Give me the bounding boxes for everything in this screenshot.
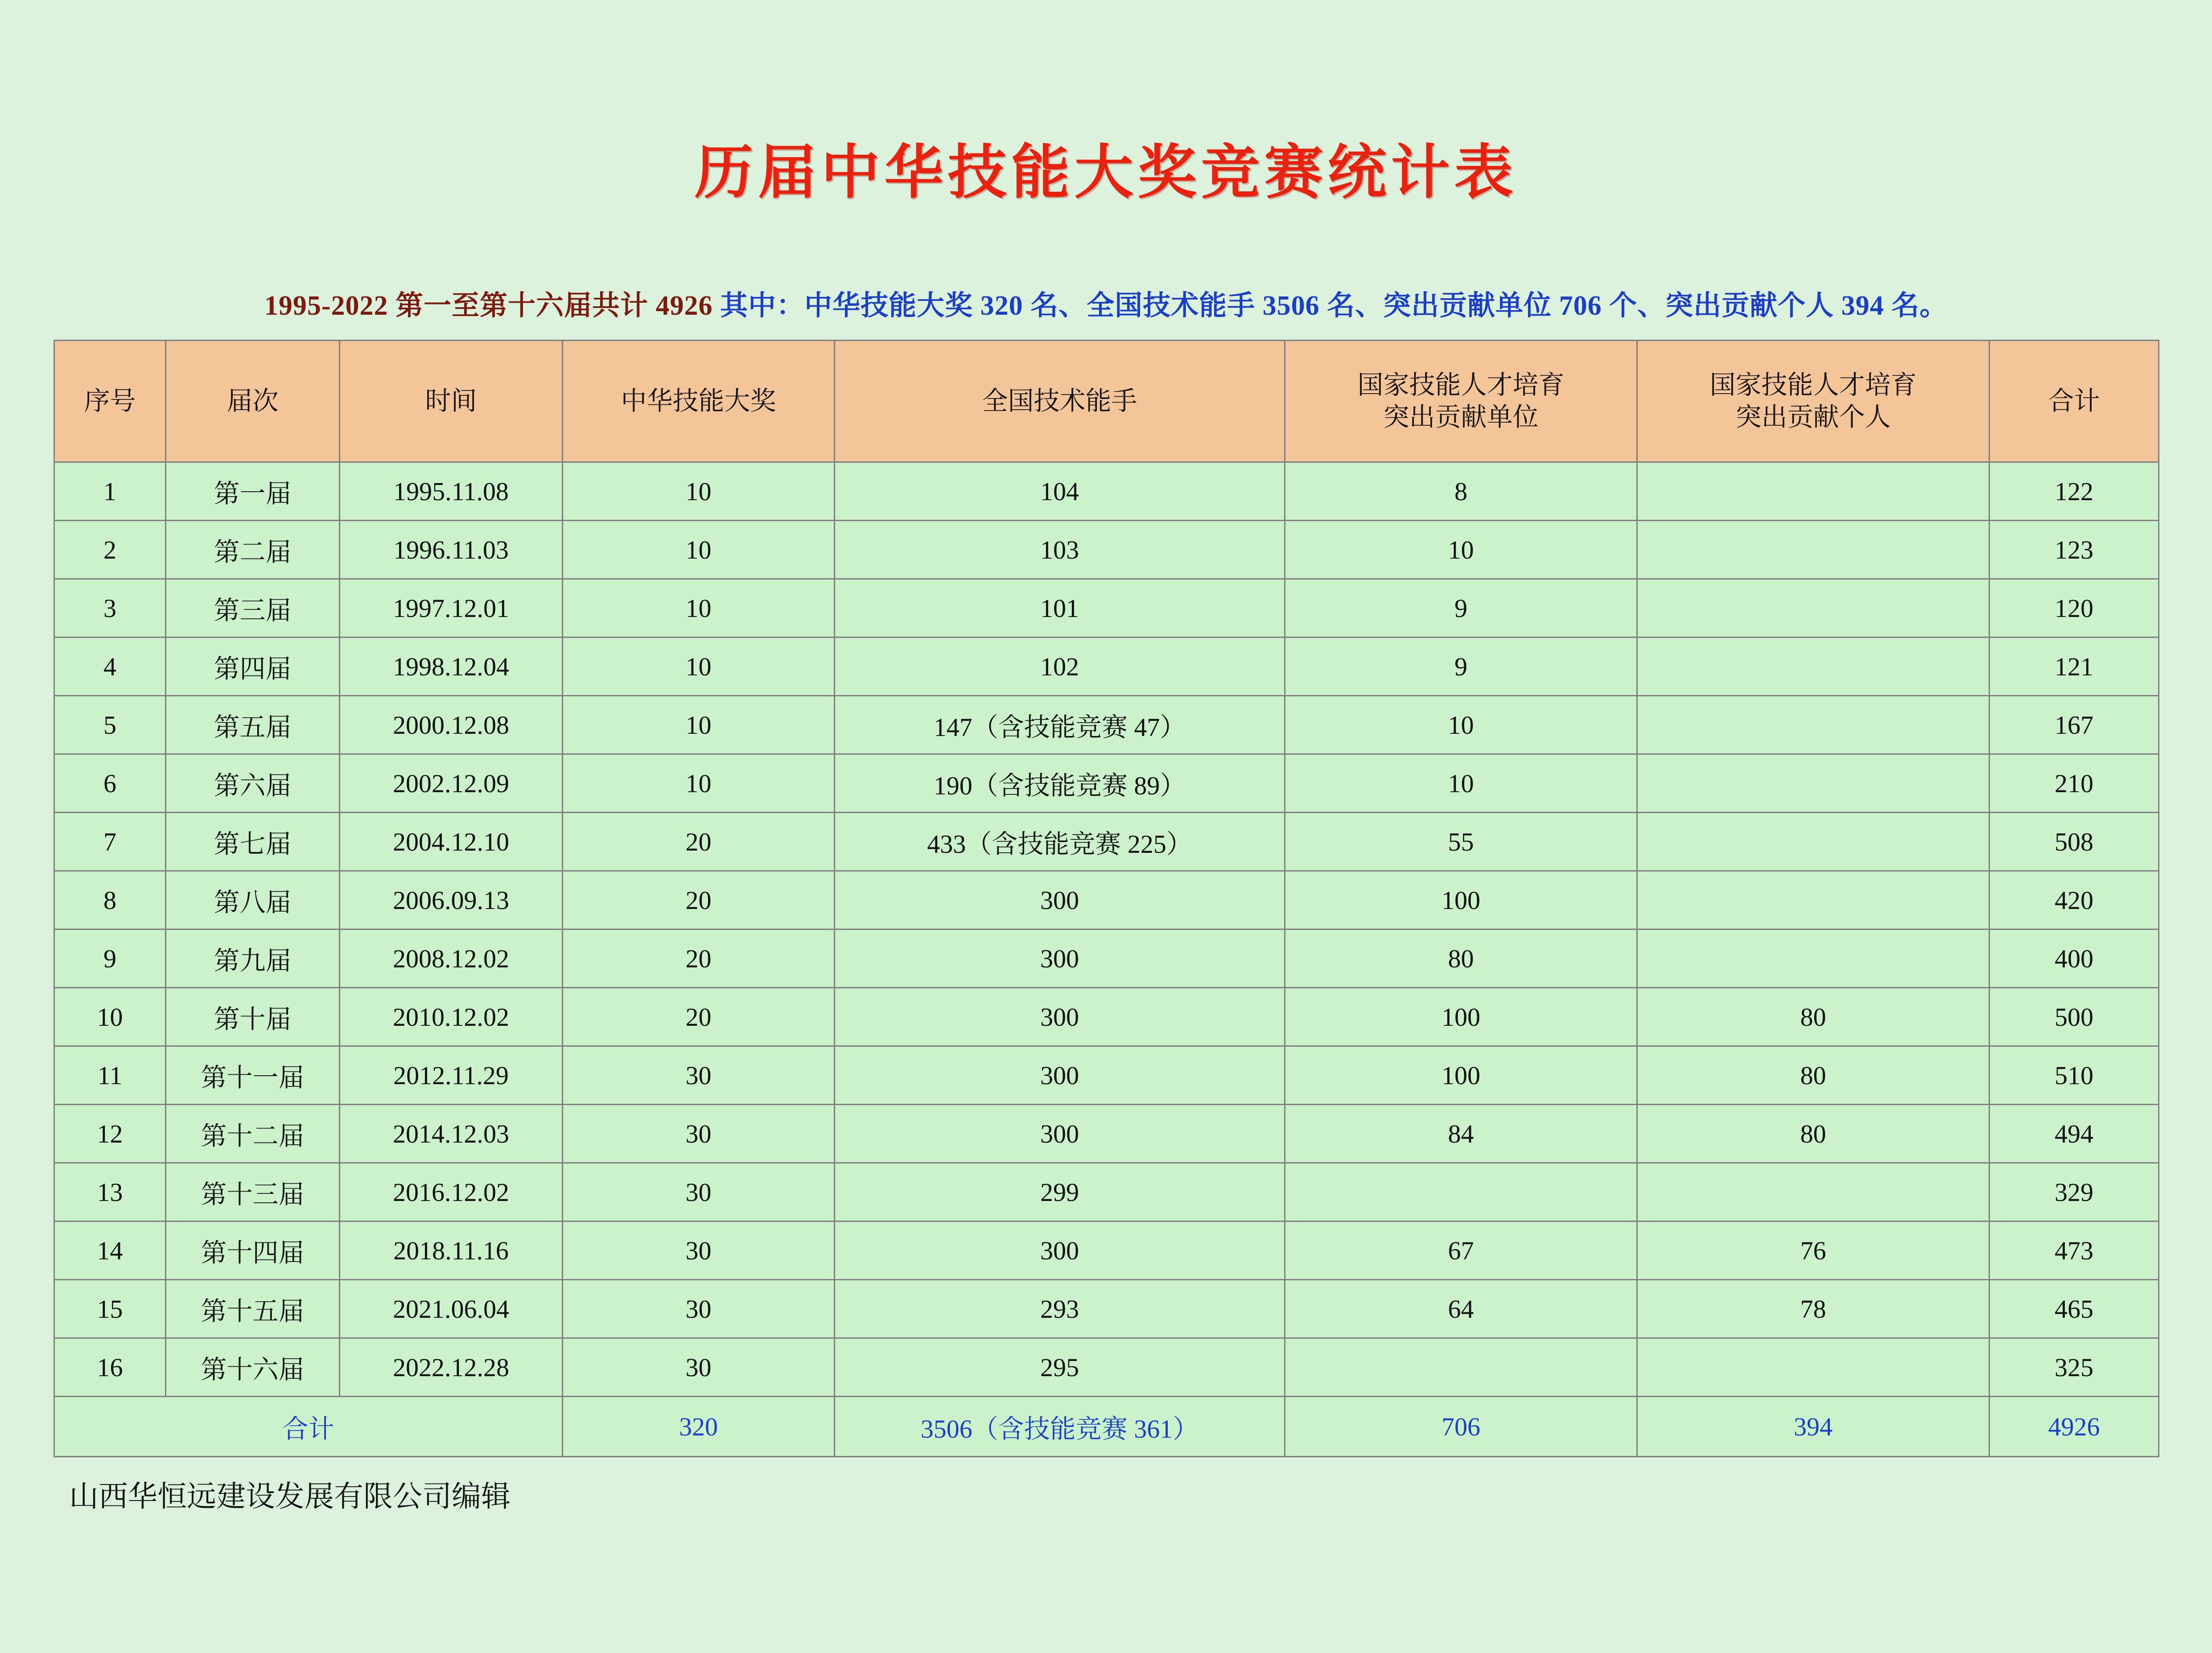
cell-experts: 104 [835,462,1285,521]
cell-date: 2008.12.02 [340,929,563,988]
cell-person [1637,1338,1990,1397]
cell-date: 2022.12.28 [340,1338,563,1397]
cell-grand: 10 [563,521,835,579]
cell-person: 80 [1637,1046,1990,1105]
cell-experts: 300 [835,929,1285,988]
cell-no: 16 [54,1338,166,1397]
cell-date: 1997.12.01 [340,579,563,637]
cell-unit: 100 [1285,988,1637,1046]
cell-total-person: 394 [1637,1397,1990,1457]
cell-session: 第四届 [166,637,340,696]
cell-experts: 433（含技能竞赛 225） [835,813,1285,871]
cell-session: 第五届 [166,696,340,754]
cell-no: 7 [54,813,166,871]
cell-unit [1285,1163,1637,1221]
cell-session: 第十五届 [166,1280,340,1338]
cell-total: 121 [1990,637,2159,696]
cell-person: 78 [1637,1280,1990,1338]
statistics-table-container [54,340,2158,1457]
cell-session: 第十一届 [166,1046,340,1105]
cell-date: 2018.11.16 [340,1221,563,1280]
cell-total: 494 [1990,1105,2159,1163]
cell-total: 167 [1990,696,2159,754]
cell-session: 第十六届 [166,1338,340,1397]
table-row [54,1338,2159,1397]
header-line-1: 合计 [2048,386,2100,415]
cell-session: 第九届 [166,929,340,988]
cell-unit: 67 [1285,1221,1637,1280]
cell-total: 210 [1990,754,2159,813]
cell-grand: 10 [563,696,835,754]
cell-session: 第三届 [166,579,340,637]
cell-grand: 10 [563,637,835,696]
header-row [54,341,2159,462]
cell-no: 4 [54,637,166,696]
cell-unit: 84 [1285,1105,1637,1163]
cell-experts: 300 [835,988,1285,1046]
cell-date: 2000.12.08 [340,696,563,754]
cell-total: 500 [1990,988,2159,1046]
cell-no: 14 [54,1221,166,1280]
cell-date: 2006.09.13 [340,871,563,929]
cell-grand: 20 [563,813,835,871]
header-line-1: 中华技能大奖 [621,386,776,415]
cell-unit: 10 [1285,754,1637,813]
cell-no: 10 [54,988,166,1046]
cell-total: 508 [1990,813,2159,871]
cell-experts: 300 [835,1221,1285,1280]
column-header-no [54,341,166,462]
cell-no: 15 [54,1280,166,1338]
header-line-1: 国家技能人才培育 [1357,370,1565,399]
cell-experts: 295 [835,1338,1285,1397]
cell-grand: 30 [563,1338,835,1397]
cell-total: 120 [1990,579,2159,637]
cell-session: 第十二届 [166,1105,340,1163]
table-row [54,1105,2159,1163]
cell-experts: 300 [835,871,1285,929]
cell-unit: 9 [1285,637,1637,696]
cell-unit: 100 [1285,871,1637,929]
table-row [54,929,2159,988]
cell-experts: 102 [835,637,1285,696]
cell-grand: 10 [563,579,835,637]
column-header-national-experts [835,341,1285,462]
cell-total-grand: 320 [563,1397,835,1457]
cell-unit: 10 [1285,521,1637,579]
cell-experts: 299 [835,1163,1285,1221]
table-row [54,637,2159,696]
page-title: 历届中华技能大奖竞赛统计表 [694,140,1518,206]
cell-person [1637,579,1990,637]
cell-grand: 10 [563,754,835,813]
table-row [54,988,2159,1046]
table-row [54,521,2159,579]
cell-experts: 300 [835,1105,1285,1163]
header-line-1: 届次 [227,386,279,415]
cell-grand: 30 [563,1163,835,1221]
cell-unit: 80 [1285,929,1637,988]
header-line-1: 时间 [425,386,477,415]
cell-person: 80 [1637,988,1990,1046]
cell-experts: 190（含技能竞赛 89） [835,754,1285,813]
table-row [54,813,2159,871]
header-line-1: 序号 [84,386,136,415]
cell-person [1637,754,1990,813]
cell-person [1637,637,1990,696]
table-row [54,462,2159,521]
cell-unit: 100 [1285,1046,1637,1105]
cell-experts: 300 [835,1046,1285,1105]
summary-prefix: 1995-2022 第一至第十六届共计 4926 [264,291,721,321]
cell-person [1637,871,1990,929]
cell-session: 第十四届 [166,1221,340,1280]
cell-total: 329 [1990,1163,2159,1221]
header-line-2: 突出贡献单位 [1383,403,1539,432]
cell-person [1637,813,1990,871]
cell-session: 第一届 [166,462,340,521]
cell-session: 第七届 [166,813,340,871]
cell-unit: 10 [1285,696,1637,754]
cell-unit: 9 [1285,579,1637,637]
cell-no: 2 [54,521,166,579]
cell-date: 2016.12.02 [340,1163,563,1221]
table-row [54,754,2159,813]
table-row [54,1280,2159,1338]
statistics-table [54,340,2159,1457]
cell-date: 2012.11.29 [340,1046,563,1105]
cell-grand: 30 [563,1280,835,1338]
cell-total: 420 [1990,871,2159,929]
cell-total-sum: 4926 [1990,1397,2159,1457]
cell-unit: 8 [1285,462,1637,521]
column-header-grand-award [563,341,835,462]
cell-grand: 30 [563,1046,835,1105]
cell-total-unit: 706 [1285,1397,1637,1457]
cell-session: 第十三届 [166,1163,340,1221]
cell-no: 1 [54,462,166,521]
cell-total-label: 合计 [54,1397,563,1457]
cell-person [1637,929,1990,988]
cell-session: 第八届 [166,871,340,929]
cell-experts: 101 [835,579,1285,637]
cell-experts: 147（含技能竞赛 47） [835,696,1285,754]
cell-total: 473 [1990,1221,2159,1280]
table-header [54,341,2159,462]
cell-no: 6 [54,754,166,813]
table-row [54,696,2159,754]
column-header-contrib-person [1637,341,1990,462]
cell-date: 2002.12.09 [340,754,563,813]
cell-grand: 20 [563,871,835,929]
header-line-1: 全国技术能手 [982,386,1137,415]
summary-line [0,283,2212,323]
cell-total: 122 [1990,462,2159,521]
cell-total: 123 [1990,521,2159,579]
cell-session: 第六届 [166,754,340,813]
cell-grand: 10 [563,462,835,521]
cell-no: 8 [54,871,166,929]
cell-grand: 20 [563,929,835,988]
footer-credit: 山西华恒远建设发展有限公司编辑 [69,1480,511,1513]
cell-date: 2010.12.02 [340,988,563,1046]
cell-no: 3 [54,579,166,637]
cell-session: 第十届 [166,988,340,1046]
table-body [54,462,2159,1457]
cell-experts: 293 [835,1280,1285,1338]
table-row [54,1221,2159,1280]
table-total-row [54,1397,2159,1457]
header-line-1: 国家技能人才培育 [1709,370,1917,399]
cell-date: 1995.11.08 [340,462,563,521]
summary-detail: 其中：中华技能大奖 320 名、全国技术能手 3506 名、突出贡献单位 706 个、突出贡献个人 394 名。 [720,291,1948,321]
column-header-contrib-unit [1285,341,1637,462]
table-row [54,579,2159,637]
cell-date: 1998.12.04 [340,637,563,696]
column-header-total [1990,341,2159,462]
cell-person [1637,521,1990,579]
table-row [54,1163,2159,1221]
cell-unit: 64 [1285,1280,1637,1338]
cell-person [1637,1163,1990,1221]
cell-date: 2014.12.03 [340,1105,563,1163]
column-header-date [340,341,563,462]
cell-date: 2004.12.10 [340,813,563,871]
cell-total: 510 [1990,1046,2159,1105]
cell-grand: 30 [563,1221,835,1280]
column-header-session [166,341,340,462]
cell-grand: 30 [563,1105,835,1163]
cell-person [1637,462,1990,521]
cell-date: 1996.11.03 [340,521,563,579]
cell-experts: 103 [835,521,1285,579]
cell-unit [1285,1338,1637,1397]
table-row [54,871,2159,929]
cell-person: 80 [1637,1105,1990,1163]
cell-no: 9 [54,929,166,988]
cell-session: 第二届 [166,521,340,579]
cell-no: 5 [54,696,166,754]
cell-person [1637,696,1990,754]
cell-unit: 55 [1285,813,1637,871]
cell-total: 400 [1990,929,2159,988]
cell-total: 465 [1990,1280,2159,1338]
cell-total-experts: 3506（含技能竞赛 361） [835,1397,1285,1457]
header-line-2: 突出贡献个人 [1735,403,1891,432]
cell-no: 13 [54,1163,166,1221]
cell-no: 11 [54,1046,166,1105]
cell-date: 2021.06.04 [340,1280,563,1338]
table-row [54,1046,2159,1105]
cell-grand: 20 [563,988,835,1046]
cell-person: 76 [1637,1221,1990,1280]
cell-total: 325 [1990,1338,2159,1397]
cell-no: 12 [54,1105,166,1163]
